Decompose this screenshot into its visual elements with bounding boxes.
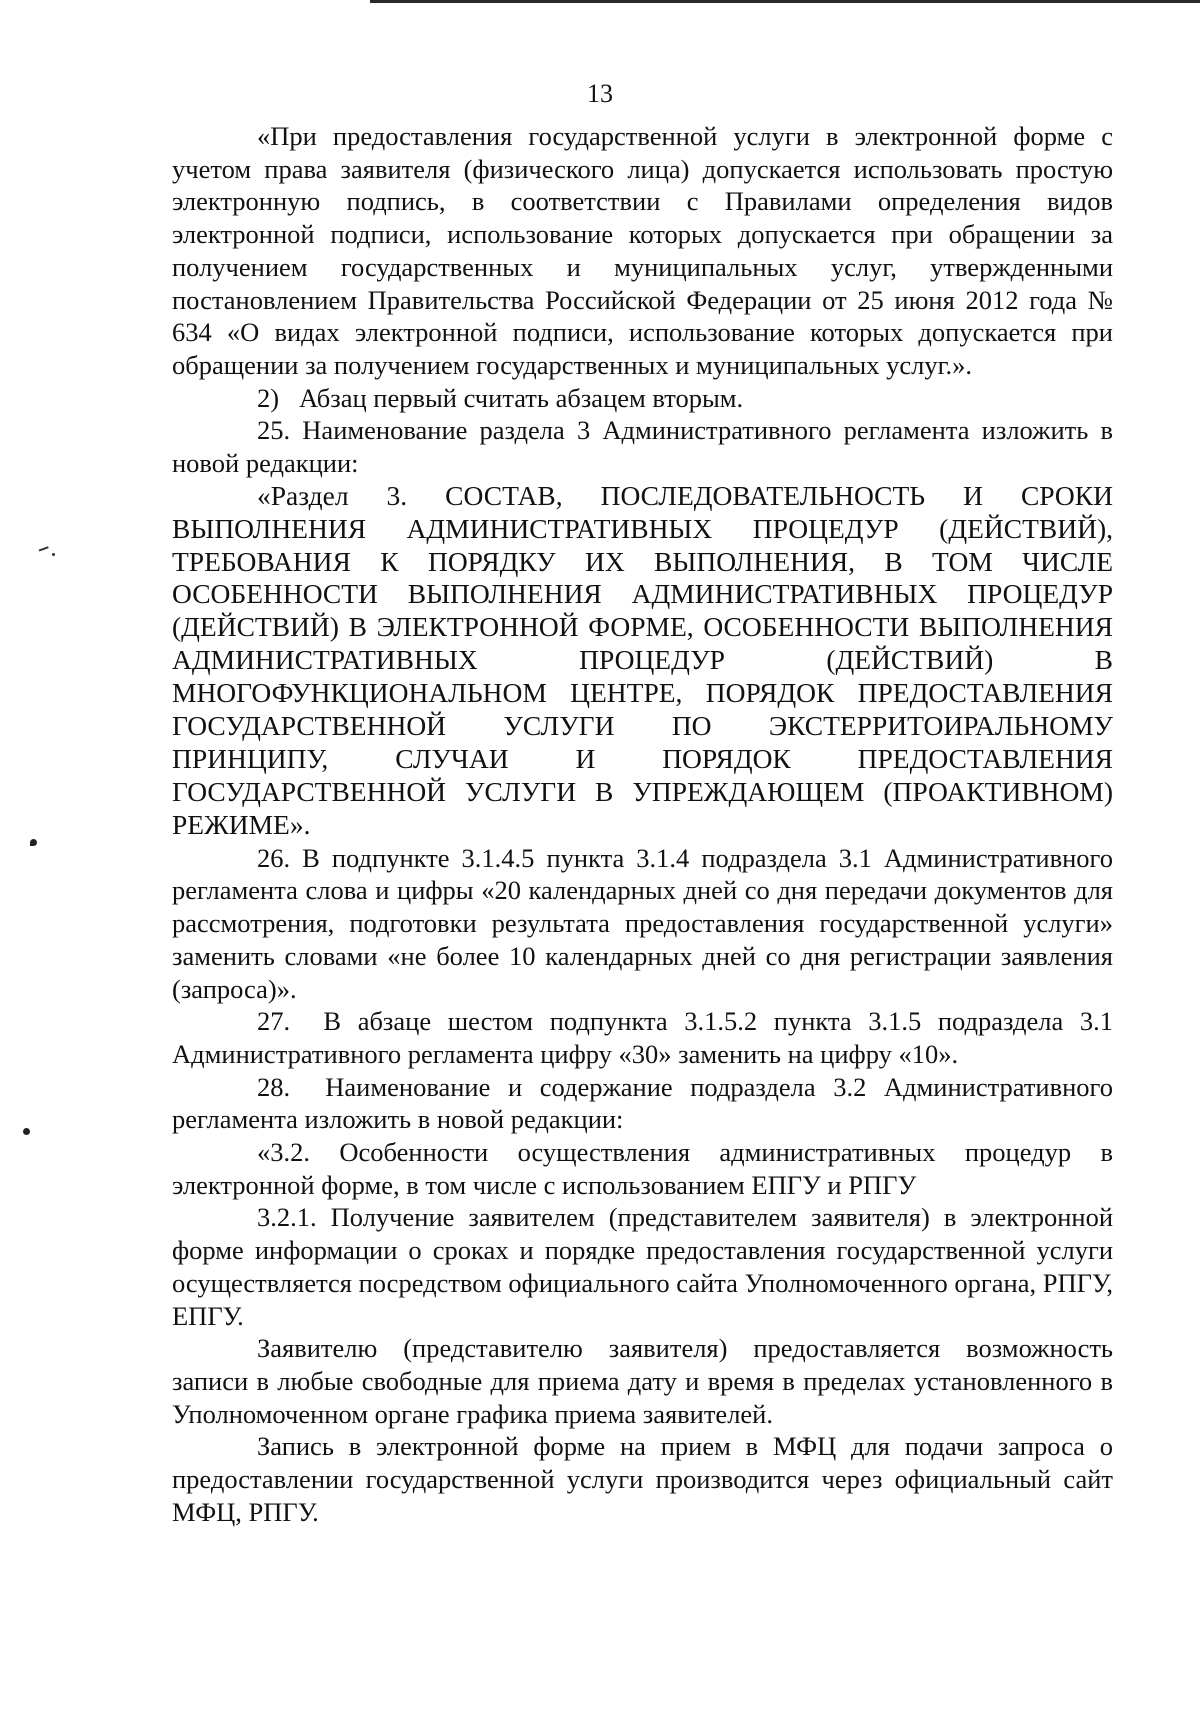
scan-speck <box>23 1128 30 1135</box>
paragraph-appointment: Заявителю (представителю заявителя) предоставляется возможность записи в любые свободные для приема дату и время в пределах установленного в Уполномоченном органе графика приема заявителей. <box>172 1333 1113 1429</box>
paragraph-item-25: 25. Наименование раздела 3 Административного регламента изложить в новой редакции: <box>172 415 1113 479</box>
section-3-title: «Раздел 3. СОСТАВ, ПОСЛЕДОВАТЕЛЬНОСТЬ И СРОКИ ВЫПОЛНЕНИЯ АДМИНИСТРАТИВНЫХ ПРОЦЕДУР (ДЕЙСТВИЙ), ТРЕБОВАНИЯ К ПОРЯДКУ ИХ ВЫПОЛНЕНИЯ, В ТОМ ЧИСЛЕ ОСОБЕННОСТИ ВЫПОЛНЕНИЯ АДМИНИСТРАТИВНЫХ ПРОЦЕДУР (ДЕЙСТВИЙ) В ЭЛЕКТРОННОЙ ФОРМЕ, ОСОБЕННОСТИ ВЫПОЛНЕНИЯ АДМИНИСТРАТИВНЫХ ПРОЦЕДУР (ДЕЙСТВИЙ) В МНОГОФУНКЦИОНАЛЬНОМ ЦЕНТРЕ, ПОРЯДОК ПРЕДОСТАВЛЕНИЯ ГОСУДАРСТВЕННОЙ УСЛУГИ ПО ЭКСТЕРРИТОИРАЛЬНОМУ ПРИНЦИПУ, СЛУЧАИ И ПОРЯДОК ПРЕДОСТАВЛЕНИЯ ГОСУДАРСТВЕННОЙ УСЛУГИ В УПРЕЖДАЮЩЕМ (ПРОАКТИВНОМ) РЕЖИМЕ». <box>172 479 1113 840</box>
subsection-3-2-title: «3.2. Особенности осуществления административных процедур в электронной форме, в том числе с использованием ЕПГУ и РПГУ <box>172 1137 1113 1200</box>
scan-speck <box>37 542 48 551</box>
scan-top-edge <box>370 0 1200 3</box>
scan-speck <box>30 839 37 846</box>
paragraph-item-27: 27. В абзаце шестом подпункта 3.1.5.2 пункта 3.1.5 подраздела 3.1 Административного регламента цифру «30» заменить на цифру «10». <box>172 1006 1113 1069</box>
paragraph-item-2: 2) Абзац первый считать абзацем вторым. <box>257 382 744 413</box>
paragraph-3-2-1: 3.2.1. Получение заявителем (представителем заявителя) в электронной форме информации о сроках и порядке предоставления государственной услуги осуществляется посредством официального сайта Уполномоченного органа, РПГУ, ЕПГУ. <box>172 1202 1113 1331</box>
scan-speck <box>52 553 55 556</box>
page-number: 13 <box>587 79 613 108</box>
paragraph-item-26: 26. В подпункте 3.1.4.5 пункта 3.1.4 подраздела 3.1 Административного регламента слова и цифры «20 календарных дней со дня передачи документов для рассмотрения, подготовки результата предоставления государственной услуги» заменить словами «не более 10 календарных дней со дня регистрации заявления (запроса)». <box>172 842 1113 1004</box>
paragraph-item-28: 28. Наименование и содержание подраздела 3.2 Административного регламента изложить в новой редакции: <box>172 1071 1113 1135</box>
paragraph-electronic-signature: «При предоставления государственной услуги в электронной форме с учетом права заявителя (физического лица) допускается использовать простую электронную подпись, в соответствии с Правилами определения видов электронной подписи, использование которых допускается при обращении за получением государственных и муниципальных услуг, утвержденными постановлением Правительства Российской Федерации от 25 июня 2012 года № 634 «О видах электронной подписи, использование которых допускается при обращении за получением государственных и муниципальных услуг.». <box>172 121 1113 380</box>
document-body <box>172 120 1113 1528</box>
paragraph-mfc-appointment: Запись в электронной форме на прием в МФЦ для подачи запроса о предоставлении государственной услуги производится через официальный сайт МФЦ, РПГУ. <box>172 1431 1113 1527</box>
